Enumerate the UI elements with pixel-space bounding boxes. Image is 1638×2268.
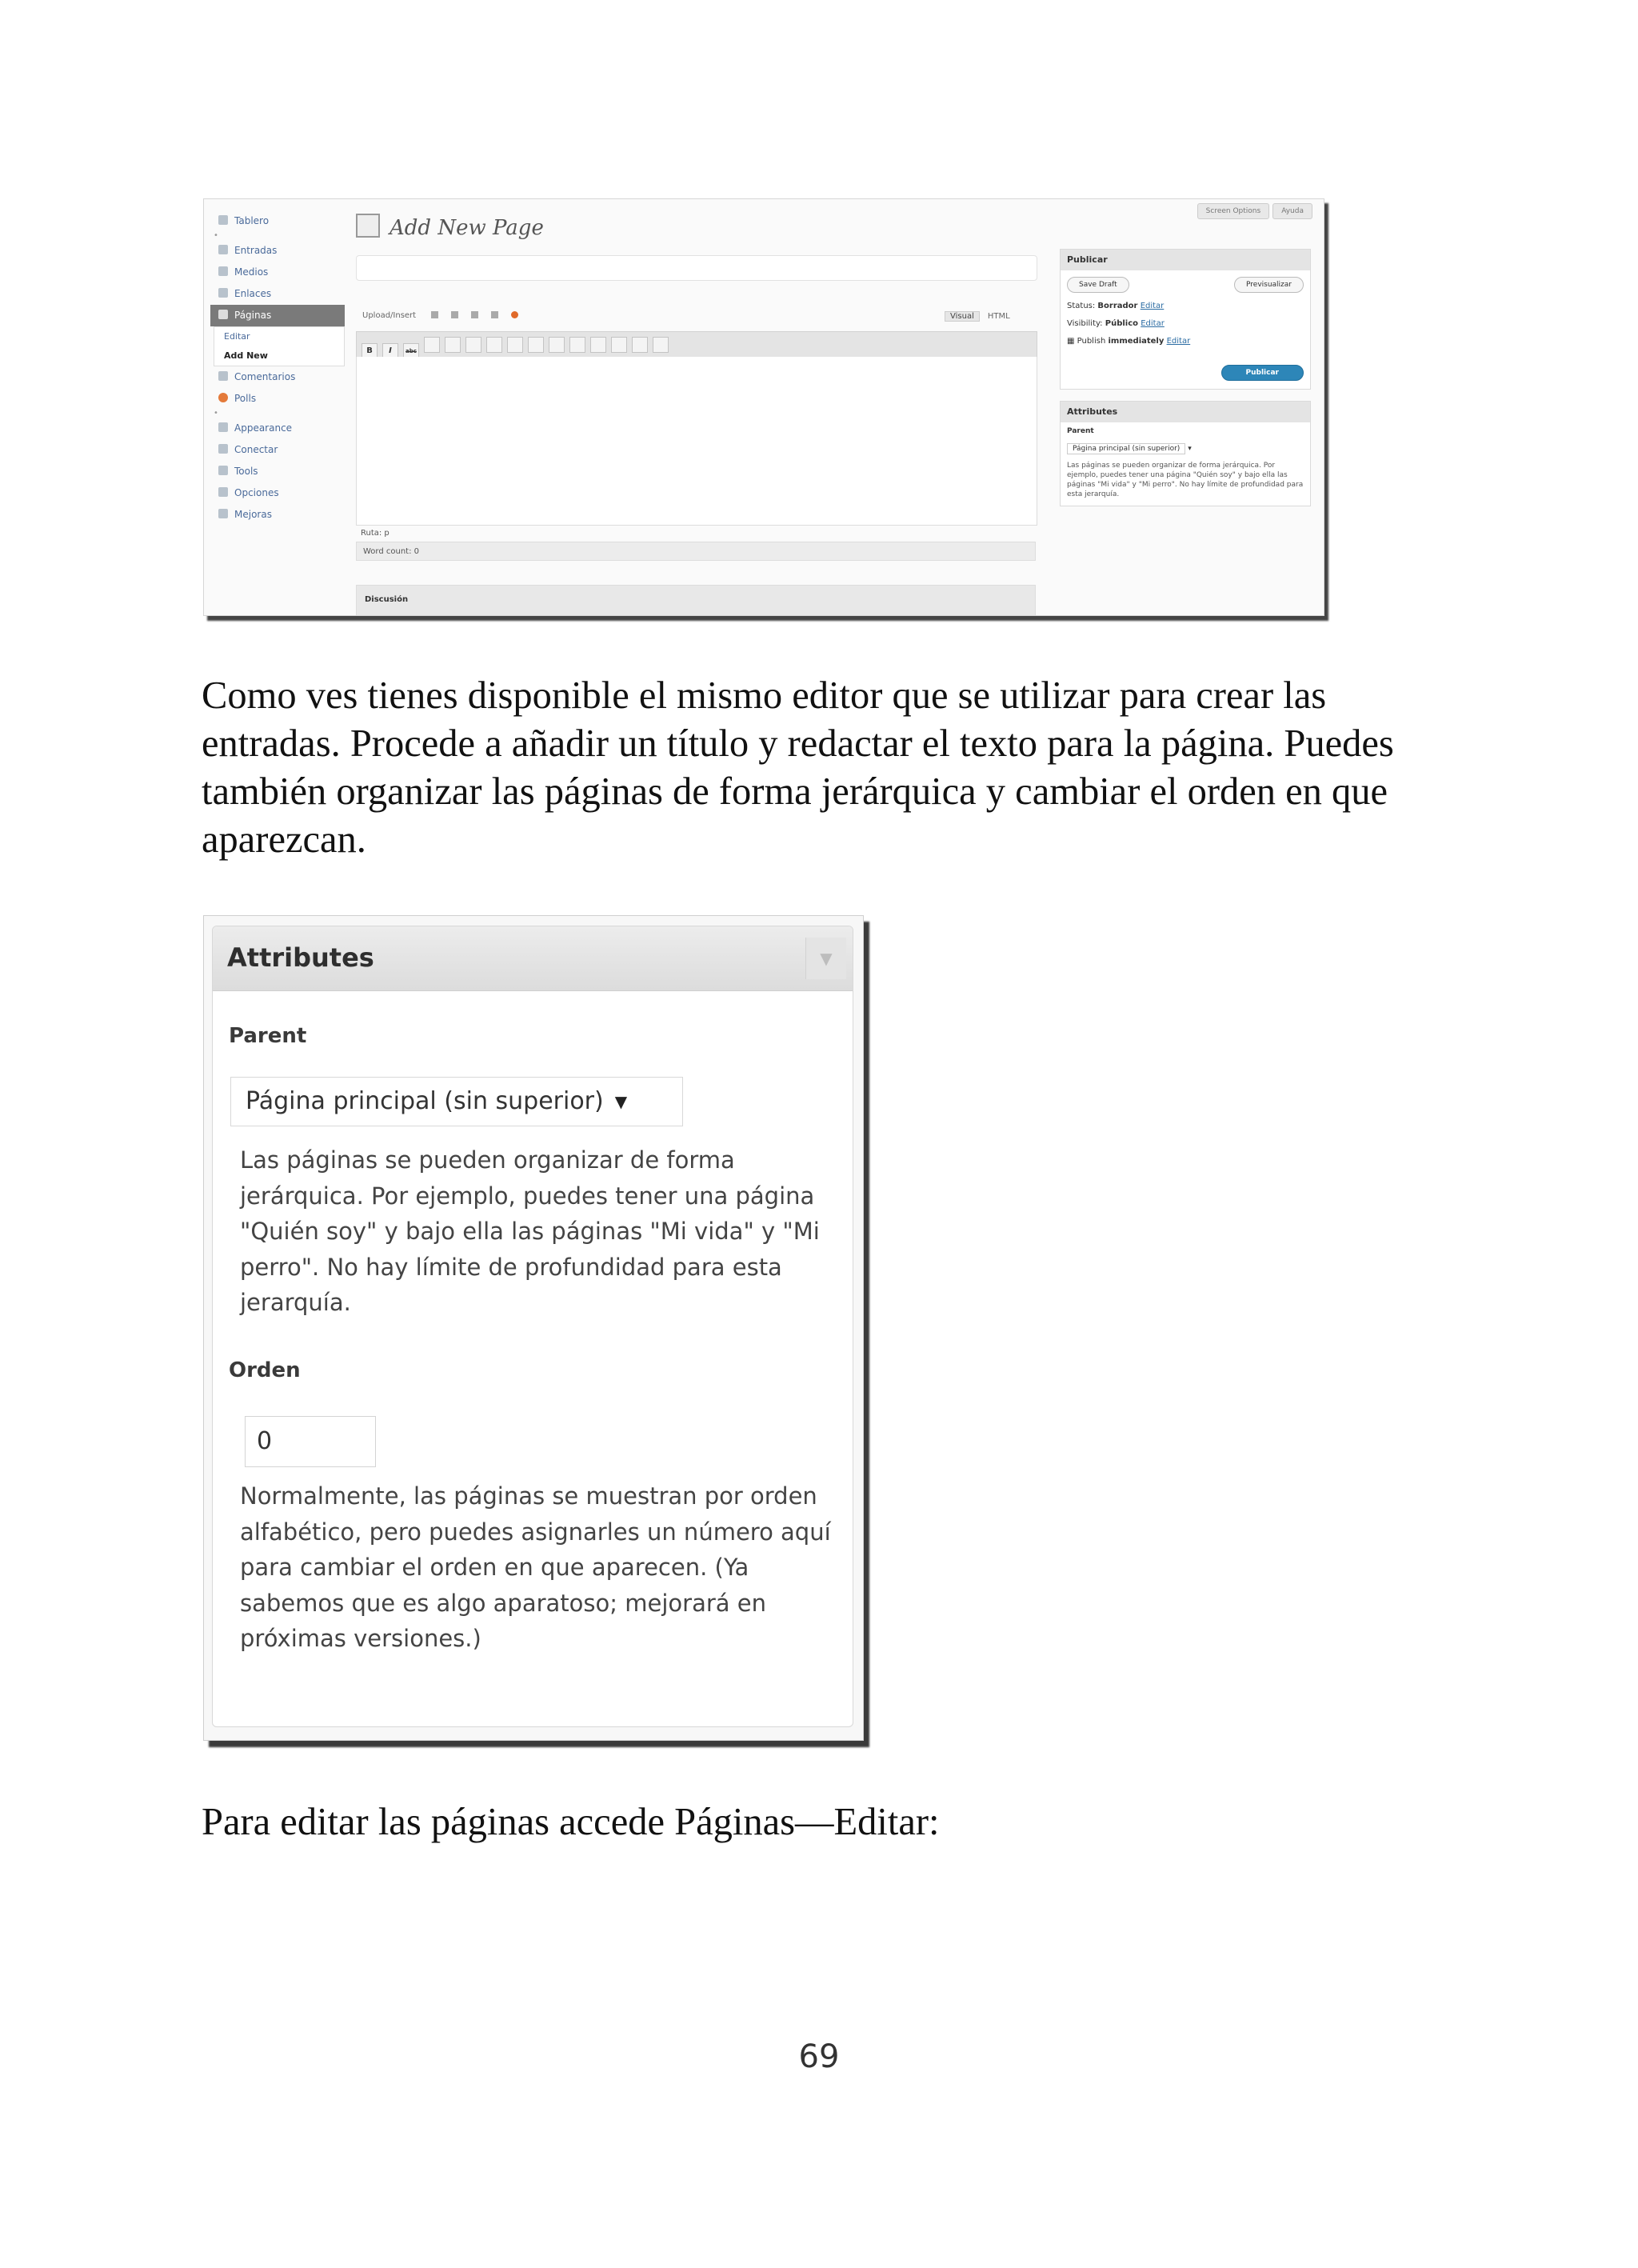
title-input[interactable] [356, 255, 1037, 281]
menu-plugins[interactable]: Conectar [210, 439, 345, 461]
menu-comments[interactable]: Comentarios [210, 366, 345, 388]
page-title: Add New Page [356, 214, 544, 240]
link-icon [218, 288, 228, 298]
publish-box [1060, 249, 1311, 390]
screen-options-button[interactable]: Screen Options [1197, 203, 1270, 219]
order-input[interactable]: 0 [245, 1416, 376, 1467]
menu-media[interactable]: Medios [210, 262, 345, 283]
italic-button[interactable]: I [382, 343, 398, 359]
bold-button[interactable]: B [362, 343, 378, 359]
publish-date-row: ▦ Publish immediately Editar [1067, 337, 1191, 346]
tab-visual[interactable]: Visual [945, 311, 980, 322]
quote-button[interactable] [465, 337, 481, 353]
attributes-box-small-title: Attributes [1061, 402, 1310, 422]
help-button[interactable]: Ayuda [1272, 203, 1312, 219]
polls-icon [218, 393, 228, 402]
top-buttons [1194, 201, 1312, 219]
attributes-box [212, 926, 853, 1727]
attributes-screenshot [203, 915, 864, 1741]
add-new-page-screenshot [203, 198, 1324, 616]
order-description: Normalmente, las páginas se muestran por orden alfabético, pero puedes asignarles un número aquí para cambiar el orden en que aparecen. (Ya sabemos que es algo aparatoso; mejorará en próximas versiones.) [240, 1482, 831, 1652]
edit-date-link[interactable]: Editar [1166, 337, 1191, 346]
calendar-icon: ▦ [1067, 337, 1075, 346]
visibility-row: Visibility: Público Editar [1067, 319, 1165, 328]
page-icon [356, 214, 380, 238]
spellcheck-button[interactable] [611, 337, 627, 353]
pin-icon [218, 245, 228, 254]
paragraph-edit-pages: Para editar las páginas accede Páginas—Editar: [202, 1801, 940, 1843]
attributes-box-small [1060, 401, 1311, 506]
pages-icon [218, 310, 228, 319]
parent-description-small: Las páginas se pueden organizar de forma jerárquica. Por ejemplo, puedes tener una página "Quién soy" y bajo ella las páginas "Mi vida" y "Mi perro". No hay límite de profundidad para esta jerarquía. [1067, 462, 1304, 498]
link-button[interactable] [549, 337, 565, 353]
improve-icon [218, 509, 228, 518]
menu-links[interactable]: Enlaces [210, 283, 345, 305]
collapse-toggle-icon[interactable]: ▼ [805, 938, 846, 979]
bullet-list-button[interactable] [424, 337, 440, 353]
paragraph-editor: Como ves tienes disponible el mismo editor que se utilizar para crear las entradas. Procede a añadir un título y redactar el texto para la página. Puedes también organizar las páginas de forma jerárquica y cambiar el orden en que aparezcan. [202, 674, 1394, 861]
word-count: Word count: 0 [356, 542, 1036, 561]
comment-icon [218, 371, 228, 381]
more-button[interactable] [590, 337, 606, 353]
plugin-icon [218, 444, 228, 454]
align-right-button[interactable] [528, 337, 544, 353]
edit-visibility-link[interactable]: Editar [1141, 319, 1165, 328]
edit-status-link[interactable]: Editar [1140, 302, 1165, 310]
menu-pages[interactable]: Páginas [210, 305, 345, 326]
parent-description: Las páginas se pueden organizar de forma jerárquica. Por ejemplo, puedes tener una página "Quién soy" y bajo ella las páginas "Mi vida" y "Mi perro". No hay límite de profundidad para esta jerarquía. [240, 1146, 820, 1316]
upload-insert: Upload/Insert [362, 311, 518, 320]
media-icon [218, 266, 228, 276]
editor-toolbar [356, 331, 1037, 358]
publish-button[interactable]: Publicar [1221, 365, 1304, 381]
menu-polls[interactable]: Polls [210, 388, 345, 410]
tools-icon [218, 466, 228, 475]
kitchen-sink-button[interactable] [653, 337, 669, 353]
menu-appearance[interactable]: Appearance [210, 418, 345, 439]
parent-label: Parent [229, 1024, 307, 1048]
status-row: Status: Borrador Editar [1067, 302, 1165, 310]
preview-button[interactable]: Previsualizar [1234, 277, 1304, 293]
media-add-icon[interactable] [491, 311, 498, 318]
publish-box-title: Publicar [1061, 250, 1310, 270]
numbered-list-button[interactable] [445, 337, 461, 353]
parent-label-small: Parent [1067, 427, 1094, 435]
options-icon [218, 487, 228, 497]
poll-icon[interactable] [511, 311, 518, 318]
admin-sidebar: Tablero • Entradas Medios Enlaces Páginas Editar Add New Comentarios Polls • Appearance Conectar Tools Opciones Mejoras [210, 210, 345, 526]
dashboard-icon [218, 215, 228, 225]
order-label: Orden [229, 1358, 301, 1382]
save-draft-button[interactable]: Save Draft [1067, 277, 1129, 293]
menu-options[interactable]: Opciones [210, 482, 345, 504]
menu-dashboard[interactable]: Tablero [210, 210, 345, 232]
align-left-button[interactable] [486, 337, 502, 353]
submenu-add-new[interactable]: Add New [224, 350, 268, 361]
video-icon[interactable] [451, 311, 458, 318]
menu-tools[interactable]: Tools [210, 461, 345, 482]
parent-select[interactable]: Página principal (sin superior) ▼ [230, 1077, 683, 1126]
strike-button[interactable]: abc [403, 343, 419, 359]
side-panels [1060, 249, 1311, 518]
attributes-header [213, 926, 853, 991]
dropdown-arrow-icon: ▼ [614, 1092, 628, 1111]
menu-improve[interactable]: Mejoras [210, 504, 345, 526]
path-indicator: Ruta: p [361, 529, 390, 538]
image-icon[interactable] [431, 311, 438, 318]
editor-tabs [937, 311, 1010, 322]
attributes-title: Attributes [227, 942, 374, 973]
align-center-button[interactable] [507, 337, 523, 353]
parent-select-small[interactable]: Página principal (sin superior) ▾ [1061, 440, 1310, 458]
fullscreen-button[interactable] [632, 337, 648, 353]
page-number: 69 [798, 2038, 840, 2075]
submenu-edit[interactable]: Editar [224, 331, 250, 342]
appearance-icon [218, 422, 228, 432]
music-icon[interactable] [471, 311, 478, 318]
unlink-button[interactable] [569, 337, 585, 353]
pages-submenu [214, 326, 345, 366]
content-editor[interactable] [356, 357, 1037, 526]
tab-html[interactable]: HTML [987, 312, 1010, 321]
discussion-box[interactable]: Discusión [356, 585, 1036, 615]
menu-entries[interactable]: Entradas [210, 240, 345, 262]
